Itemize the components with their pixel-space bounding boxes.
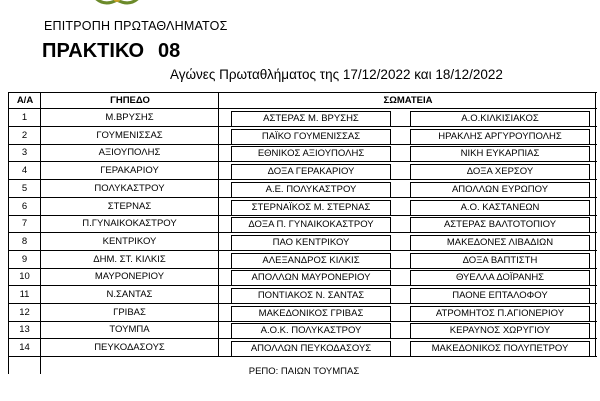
table-row [9,251,597,269]
home-team: ΔΟΞΑ Π. ΓΥΝΑΙΚΟΚΑΣΤΡΟΥ [231,217,391,233]
row-number: 13 [19,324,30,336]
column-header-aa: Α/Α [16,95,34,106]
repo-note: ΡΕΠΟ: ΠΑΙΩΝ ΤΟΥΜΠΑΣ [248,366,360,377]
row-number: 3 [21,147,28,159]
table-header [9,93,597,109]
document-title [42,40,180,63]
row-number: 8 [21,235,28,247]
table-row [9,180,597,198]
ground-name: Μ.ΒΡΥΣΗΣ [105,112,154,123]
ground-name: ΤΟΥΜΠΑ [109,324,150,336]
title-number: 08 [158,40,181,62]
ground-name: ΠΕΥΚΟΔΑΣΟΥΣ [94,342,165,354]
away-team: ΗΡΑΚΛΗΣ ΑΡΓΥΡΟΥΠΟΛΗΣ [410,129,590,145]
home-team: Α.Ο.Κ. ΠΟΛΥΚΑΣΤΡΟΥ [231,323,391,339]
away-team: ΘΥΕΛΛΑ ΔΟΪΡΑΝΗΣ [410,270,590,286]
committee-name: ΕΠΙΤΡΟΠΗ ΠΡΩΤΑΘΛΗΜΑΤΟΣ [44,19,228,33]
title-label: ΠΡΑΚΤΙΚΟ [42,40,145,62]
away-team: Α.Ο. ΚΑΣΤΑΝΕΩΝ [410,200,590,216]
home-team: ΠΑΪΚΟ ΓΟΥΜΕΝΙΣΣΑΣ [231,129,391,145]
row-divider [9,356,597,357]
away-team: ΠΑΟΝΕ ΕΠΤΑΛΟΦΟΥ [410,288,590,304]
away-team: ΔΟΞΑ ΒΑΠΤΙΣΤΗ [410,253,590,269]
ground-name: Ν.ΣΑΝΤΑΣ [106,289,153,300]
ground-name: ΓΡΙΒΑΣ [113,306,146,318]
away-team: ΑΣΤΕΡΑΣ ΒΑΛΤΟΤΟΠΙΟΥ [410,217,590,233]
row-number: 1 [21,112,28,123]
table-row [9,144,597,162]
home-team: ΑΠΟΛΛΩΝ ΜΑΥΡΟΝΕΡΙΟΥ [231,270,391,286]
table-row [9,286,597,304]
away-team: ΑΠΟΛΛΩΝ ΕΥΡΩΠΟΥ [410,182,590,198]
ground-name: ΠΟΛΥΚΑΣΤΡΟΥ [94,182,165,194]
ground-name: ΓΟΥΜΕΝΙΣΣΑΣ [96,129,163,141]
ground-name: Π.ΓΥΝΑΙΚΟΚΑΣΤΡΟΥ [82,218,177,230]
row-number: 6 [21,200,28,212]
ground-name: ΔΗΜ. ΣΤ. ΚΙΛΚΙΣ [93,253,166,265]
home-team: ΑΣΤΕΡΑΣ Μ. ΒΡΥΣΗΣ [231,111,391,127]
row-number: 12 [19,306,30,318]
home-team: ΑΠΟΛΛΩΝ ΠΕΥΚΟΔΑΣΟΥΣ [231,341,391,357]
row-number: 2 [21,129,28,141]
emblem-logo [88,0,146,10]
ground-name: ΚΕΝΤΡΙΚΟΥ [102,235,157,247]
home-team: ΔΟΞΑ ΓΕΡΑΚΑΡΙΟΥ [231,164,391,180]
table-row [9,321,597,339]
away-team: ΑΤΡΟΜΗΤΟΣ Π.ΑΓΙΟΝΕΡΙΟΥ [410,306,590,322]
away-team: ΝΙΚΗ ΕΥΚΑΡΠΙΑΣ [410,146,590,162]
table-row [9,268,597,286]
away-team: ΔΟΞΑ ΧΕΡΣΟΥ [410,164,590,180]
document-subtitle: Αγώνες Πρωταθλήματος της 17/12/2022 και 18/12/2022 [170,67,503,82]
home-team: ΣΤΕΡΝΑΪΚΟΣ Μ. ΣΤΕΡΝΑΣ [231,200,391,216]
home-team: ΕΘΝΙΚΟΣ ΑΞΙΟΥΠΟΛΗΣ [231,146,391,162]
row-number: 14 [19,342,30,354]
table-row [9,127,597,145]
table-row [9,339,597,357]
row-number: 11 [19,289,30,300]
home-team: ΜΑΚΕΔΟΝΙΚΟΣ ΓΡΙΒΑΣ [231,306,391,322]
table-row [9,198,597,216]
table-row [9,162,597,180]
away-team: ΜΑΚΕΔΟΝΙΚΟΣ ΠΟΛΥΠΕΤΡΟΥ [410,341,590,357]
away-team: Α.Ο.ΚΙΛΚΙΣΙΑΚΟΣ [410,111,590,127]
home-team: Α.Ε. ΠΟΛΥΚΑΣΤΡΟΥ [231,182,391,198]
ground-name: ΑΞΙΟΥΠΟΛΗΣ [98,147,161,159]
ground-name: ΜΑΥΡΟΝΕΡΙΟΥ [94,271,165,283]
ground-name: ΣΤΕΡΝΑΣ [107,200,152,212]
home-team: ΑΛΕΞΑΝΔΡΟΣ ΚΙΛΚΙΣ [231,253,391,269]
column-header-teams: ΣΩΜΑΤΕΙΑ [383,95,433,106]
table-row [9,109,597,127]
away-team: ΚΕΡΑΥΝΟΣ ΧΩΡΥΓΙΟΥ [410,323,590,339]
column-header-ground: ΓΗΠΕΔΟ [110,95,150,106]
ground-name: ΓΕΡΑΚΑΡΙΟΥ [100,165,159,177]
table-row [9,233,597,251]
home-team: ΠΑΟ ΚΕΝΤΡΙΚΟΥ [231,235,391,251]
row-number: 5 [21,182,28,194]
row-number: 9 [21,253,28,265]
row-number: 4 [21,165,28,177]
row-number: 7 [21,218,28,230]
table-row [9,215,597,233]
home-team: ΠΟΝΤΙΑΚΟΣ Ν. ΣΑΝΤΑΣ [231,288,391,304]
table-row [9,304,597,322]
away-team: ΜΑΚΕΔΟΝΕΣ ΛΙΒΑΔΙΩΝ [410,235,590,251]
fixtures-table [8,92,597,374]
row-number: 10 [19,271,30,283]
